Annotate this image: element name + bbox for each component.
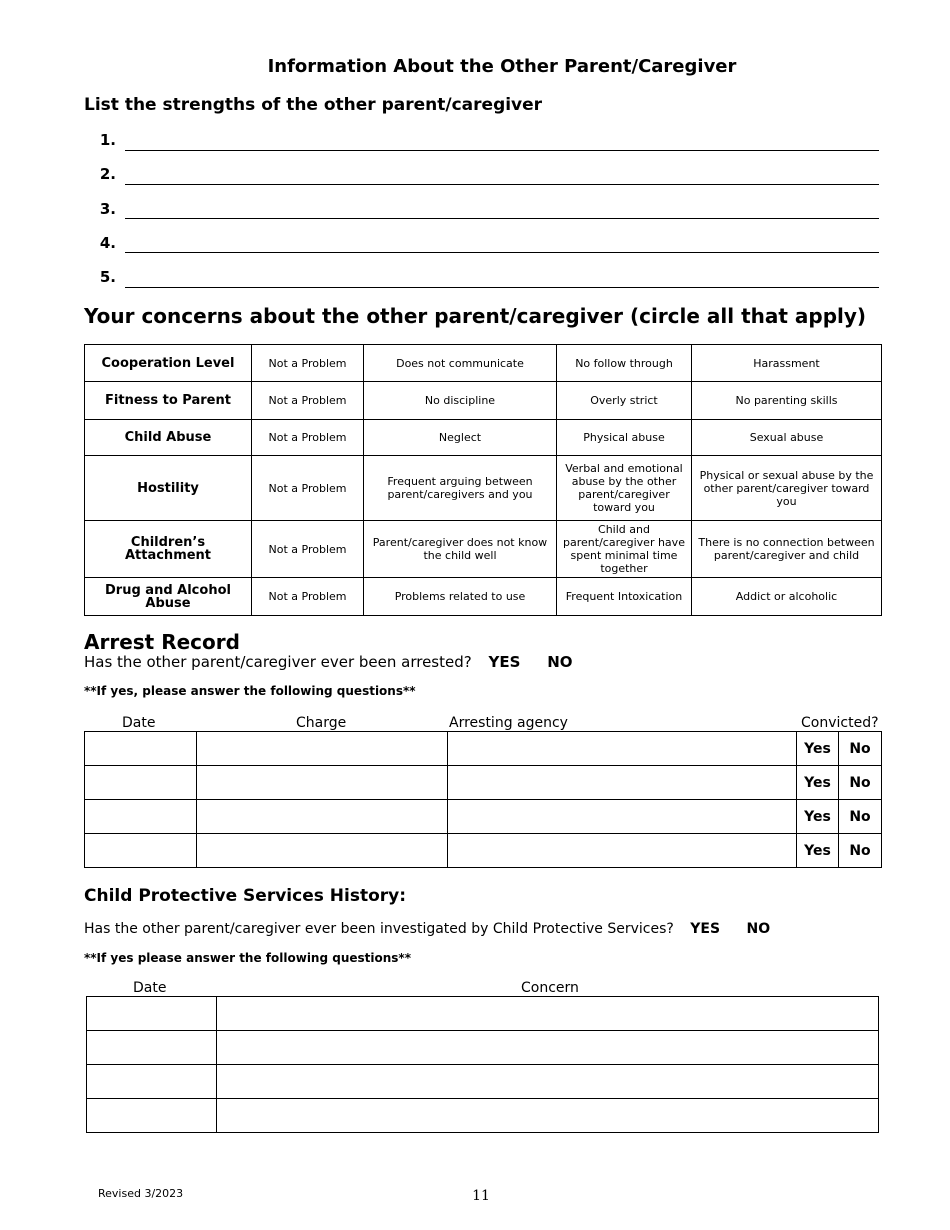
table-row	[87, 1065, 879, 1099]
concern-category: Children’s Attachment	[85, 521, 252, 578]
concern-option[interactable]: Neglect	[364, 420, 557, 456]
cps-concern-cell[interactable]	[217, 1065, 879, 1099]
concern-option[interactable]: Not a Problem	[252, 382, 364, 420]
arrest-table	[84, 731, 882, 868]
arrest-question	[84, 653, 573, 671]
concern-category: Fitness to Parent	[85, 382, 252, 420]
arrest-date-cell[interactable]	[85, 834, 197, 868]
concern-category: Drug and Alcohol Abuse	[85, 578, 252, 616]
cps-concern-cell[interactable]	[217, 1099, 879, 1133]
arrest-date-cell[interactable]	[85, 732, 197, 766]
cps-concern-cell[interactable]	[217, 997, 879, 1031]
arrest-question-text: Has the other parent/caregiver ever been arrested?	[84, 653, 472, 671]
strength-number: 1.	[99, 131, 116, 149]
table-row	[85, 766, 882, 800]
concern-option[interactable]: There is no connection between parent/caregiver and child	[692, 521, 882, 578]
cps-concern-cell[interactable]	[217, 1031, 879, 1065]
concern-option[interactable]: Not a Problem	[252, 420, 364, 456]
revised-date: Revised 3/2023	[98, 1187, 184, 1200]
concern-option[interactable]: Harassment	[692, 345, 882, 382]
cps-yes-option[interactable]: YES	[690, 921, 721, 937]
cps-concern-header: Concern	[521, 980, 579, 996]
strength-line-2[interactable]	[125, 184, 879, 185]
cps-question-text: Has the other parent/caregiver ever been investigated by Child Protective Services?	[84, 921, 674, 937]
concern-option[interactable]: Frequent arguing between parent/caregivers and you	[364, 456, 557, 521]
concern-option[interactable]: Problems related to use	[364, 578, 557, 616]
concern-category: Cooperation Level	[85, 345, 252, 382]
page-title: Information About the Other Parent/Caregiver	[267, 56, 737, 77]
arrest-charge-cell[interactable]	[197, 766, 448, 800]
concern-row-fitness	[85, 382, 882, 420]
concern-category: Hostility	[85, 456, 252, 521]
strength-line-5[interactable]	[125, 287, 879, 288]
strengths-heading: List the strengths of the other parent/caregiver	[84, 95, 543, 115]
concerns-table	[84, 344, 882, 616]
cps-date-cell[interactable]	[87, 1031, 217, 1065]
concern-category: Child Abuse	[85, 420, 252, 456]
arrest-agency-cell[interactable]	[448, 834, 797, 868]
table-row	[85, 732, 882, 766]
concern-option[interactable]: Verbal and emotional abuse by the other parent/caregiver toward you	[557, 456, 692, 521]
convicted-no[interactable]: No	[839, 834, 882, 868]
convicted-yes[interactable]: Yes	[797, 800, 839, 834]
arrest-charge-cell[interactable]	[197, 834, 448, 868]
concern-option[interactable]: Addict or alcoholic	[692, 578, 882, 616]
concern-option[interactable]: Parent/caregiver does not know the child well	[364, 521, 557, 578]
strength-number: 5.	[99, 268, 116, 286]
concern-row-attachment	[85, 521, 882, 578]
convicted-no[interactable]: No	[839, 766, 882, 800]
convicted-yes[interactable]: Yes	[797, 834, 839, 868]
convicted-yes[interactable]: Yes	[797, 766, 839, 800]
arrest-charge-cell[interactable]	[197, 800, 448, 834]
cps-date-header: Date	[133, 980, 167, 996]
concern-option[interactable]: Sexual abuse	[692, 420, 882, 456]
arrest-agency-cell[interactable]	[448, 732, 797, 766]
concerns-heading: Your concerns about the other parent/caregiver (circle all that apply)	[84, 304, 867, 328]
table-row	[85, 800, 882, 834]
table-row	[85, 834, 882, 868]
convicted-no[interactable]: No	[839, 732, 882, 766]
concern-option[interactable]: Frequent Intoxication	[557, 578, 692, 616]
strength-line-3[interactable]	[125, 218, 879, 219]
cps-heading: Child Protective Services History:	[84, 886, 407, 906]
cps-date-cell[interactable]	[87, 997, 217, 1031]
convicted-no[interactable]: No	[839, 800, 882, 834]
concern-option[interactable]: Not a Problem	[252, 578, 364, 616]
strength-line-4[interactable]	[125, 252, 879, 253]
concern-option[interactable]: Not a Problem	[252, 521, 364, 578]
concern-option[interactable]: Physical abuse	[557, 420, 692, 456]
cps-note: **If yes please answer the following questions**	[84, 951, 411, 965]
convicted-yes[interactable]: Yes	[797, 732, 839, 766]
cps-date-cell[interactable]	[87, 1099, 217, 1133]
table-row	[87, 997, 879, 1031]
strength-number: 4.	[99, 234, 116, 252]
arrest-charge-cell[interactable]	[197, 732, 448, 766]
cps-no-option[interactable]: NO	[746, 921, 771, 937]
concern-option[interactable]: No follow through	[557, 345, 692, 382]
arrest-date-cell[interactable]	[85, 800, 197, 834]
concern-option[interactable]: Not a Problem	[252, 456, 364, 521]
arrest-agency-header: Arresting agency	[449, 715, 568, 731]
arrest-yes-option[interactable]: YES	[488, 653, 521, 671]
concern-option[interactable]: No discipline	[364, 382, 557, 420]
strength-number: 2.	[99, 165, 116, 183]
strength-line-1[interactable]	[125, 150, 879, 151]
arrest-heading: Arrest Record	[84, 630, 240, 654]
concern-option[interactable]: Not a Problem	[252, 345, 364, 382]
strength-number: 3.	[99, 200, 116, 218]
page-number: 11	[472, 1188, 490, 1204]
cps-table	[86, 996, 879, 1133]
concern-row-hostility	[85, 456, 882, 521]
concern-row-child-abuse	[85, 420, 882, 456]
arrest-date-header: Date	[122, 715, 156, 731]
arrest-no-option[interactable]: NO	[547, 653, 573, 671]
arrest-date-cell[interactable]	[85, 766, 197, 800]
arrest-charge-header: Charge	[296, 715, 347, 731]
concern-row-cooperation	[85, 345, 882, 382]
arrest-agency-cell[interactable]	[448, 800, 797, 834]
concern-option[interactable]: No parenting skills	[692, 382, 882, 420]
arrest-note: **If yes, please answer the following questions**	[84, 684, 416, 698]
cps-date-cell[interactable]	[87, 1065, 217, 1099]
table-row	[87, 1099, 879, 1133]
concern-option[interactable]: Overly strict	[557, 382, 692, 420]
arrest-agency-cell[interactable]	[448, 766, 797, 800]
concern-option[interactable]: Physical or sexual abuse by the other parent/caregiver toward you	[692, 456, 882, 521]
cps-question	[84, 921, 770, 937]
concern-row-drug-alcohol	[85, 578, 882, 616]
table-row	[87, 1031, 879, 1065]
concern-option[interactable]: Child and parent/caregiver have spent minimal time together	[557, 521, 692, 578]
arrest-convicted-header: Convicted?	[801, 715, 879, 731]
concern-option[interactable]: Does not communicate	[364, 345, 557, 382]
